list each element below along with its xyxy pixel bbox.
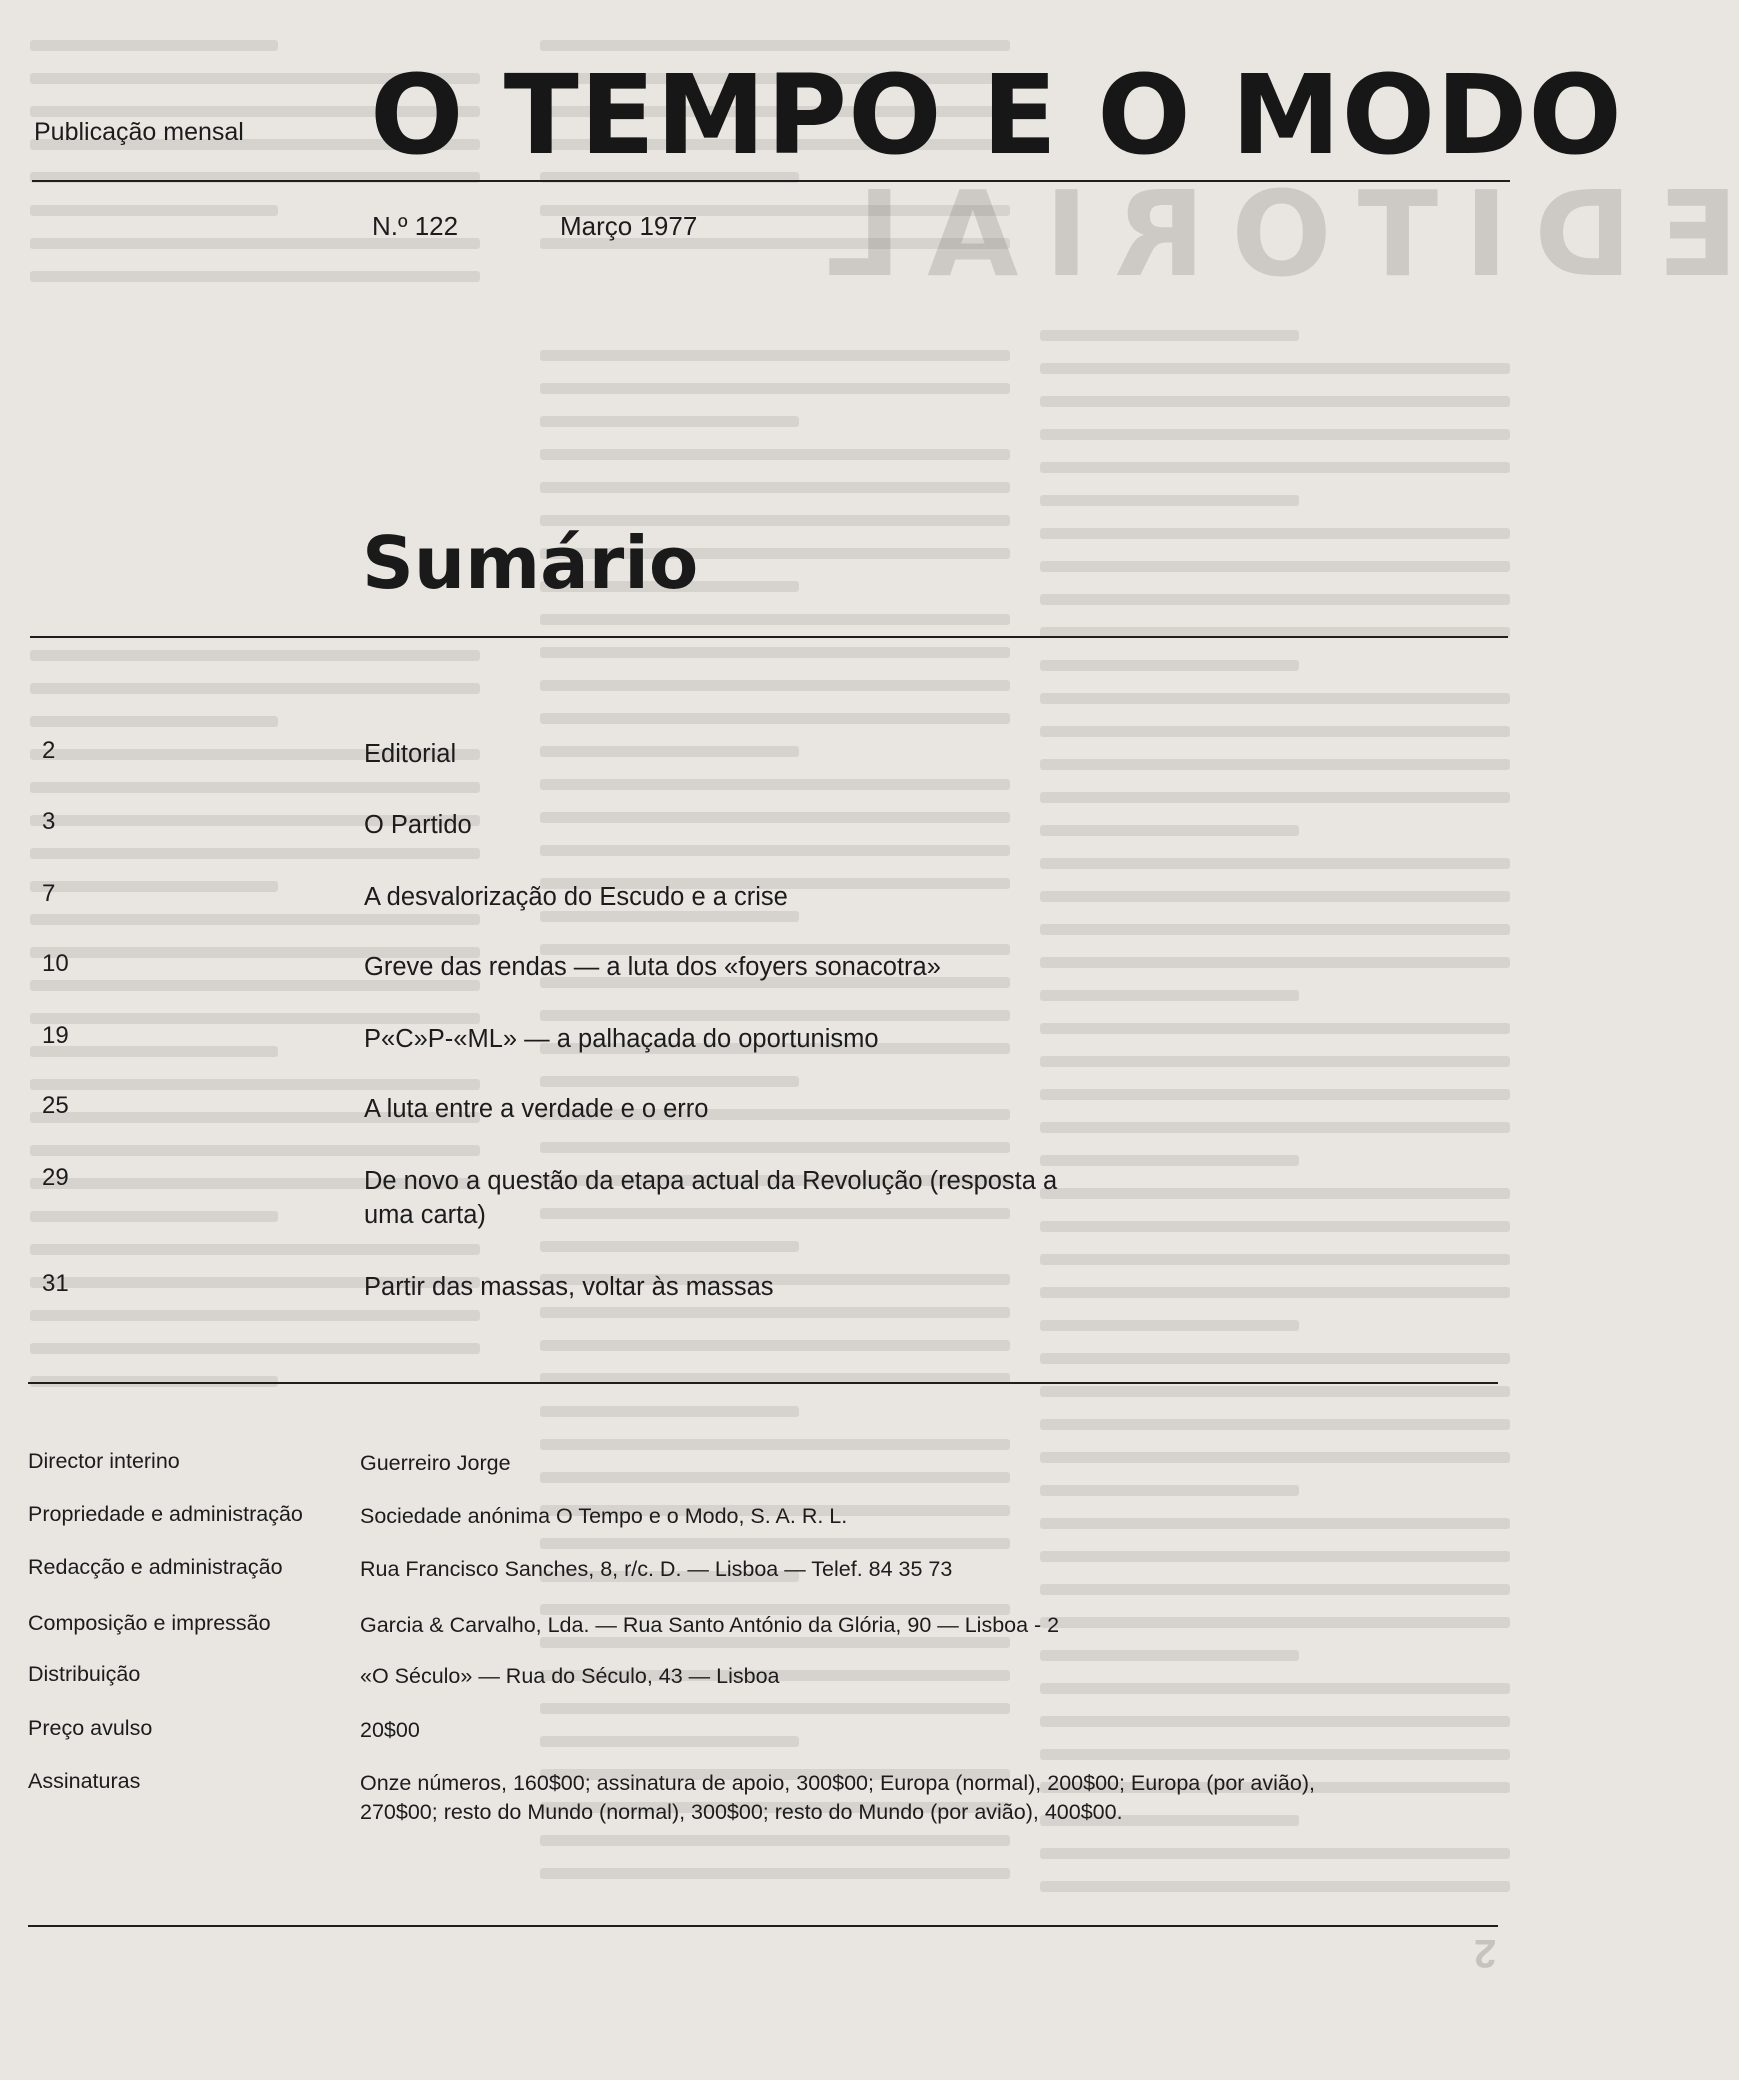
show-through-text-line (1040, 1881, 1510, 1892)
info-value-price: 20$00 (360, 1718, 420, 1742)
masthead-rule (32, 180, 1510, 182)
show-through-page-number: 2 (1474, 1931, 1497, 1975)
show-through-text-line (540, 1406, 799, 1417)
show-through-text-line (540, 614, 1010, 625)
info-label-director: Director interino (28, 1449, 180, 1473)
summary-heading: Sumário (362, 521, 699, 605)
info-label-editorial-office: Redacção e administração (28, 1555, 283, 1579)
publication-frequency-label: Publicação mensal (34, 118, 244, 146)
show-through-text-line (30, 1244, 480, 1255)
show-through-text-line (30, 881, 278, 892)
show-through-text-line (540, 482, 1010, 493)
show-through-text-line (30, 782, 480, 793)
show-through-text-line (1040, 1584, 1510, 1595)
show-through-text-line (30, 1310, 480, 1321)
show-through-text-line (540, 1538, 1010, 1549)
show-through-text-line (1040, 990, 1299, 1001)
show-through-text-line (1040, 1848, 1510, 1859)
show-through-text-line (540, 1241, 799, 1252)
show-through-text-line (540, 1340, 1010, 1351)
show-through-text-line (30, 205, 278, 216)
magazine-title: O TEMPO E O MODO (370, 51, 1623, 179)
show-through-text-line (1040, 330, 1299, 341)
info-label-distribution: Distribuição (28, 1662, 141, 1686)
show-through-text-line (1040, 429, 1510, 440)
show-through-text-line (1040, 924, 1510, 935)
toc-page-number: 10 (42, 950, 69, 977)
show-through-text-line (540, 647, 1010, 658)
info-value-distribution: «O Século» — Rua do Século, 43 — Lisboa (360, 1664, 780, 1688)
show-through-text-line (1040, 1749, 1510, 1760)
show-through-text-line (540, 1010, 1010, 1021)
show-through-text-line (540, 713, 1010, 724)
show-through-text-line (540, 416, 799, 427)
info-value-director: Guerreiro Jorge (360, 1451, 511, 1475)
show-through-text-line (1040, 1188, 1510, 1199)
toc-page-number: 7 (42, 880, 56, 907)
show-through-text-line (30, 848, 480, 859)
show-through-text-line (30, 1079, 480, 1090)
info-value-subscriptions: Onze números, 160$00; assinatura de apoio, 300$00; Europa (normal), 200$00; Europa (por avião), 270$00; resto do Mundo (normal), 300$00; resto do Mundo (por avião), 400$00. (360, 1771, 1315, 1824)
toc-page-number: 25 (42, 1092, 69, 1119)
show-through-text-line (1040, 528, 1510, 539)
toc-page-number: 19 (42, 1022, 69, 1049)
toc-title: A luta entre a verdade e o erro (364, 1095, 709, 1123)
toc-page-number: 29 (42, 1164, 69, 1191)
toc-page-number: 2 (42, 737, 56, 764)
show-through-text-line (1040, 858, 1510, 869)
footer-rule (28, 1925, 1498, 1927)
show-through-text-line (1040, 1221, 1510, 1232)
show-through-text-line (1040, 1650, 1299, 1661)
toc-title: De novo a questão da etapa actual da Revolução (resposta a uma carta) (364, 1167, 1058, 1229)
show-through-text-line (1040, 363, 1510, 374)
show-through-text-line (30, 1145, 480, 1156)
show-through-text-line (1040, 726, 1510, 737)
show-through-text-line (1040, 462, 1510, 473)
show-through-text-line (1040, 1485, 1299, 1496)
issue-date: Março 1977 (560, 211, 698, 241)
toc-title: Partir das massas, voltar às massas (364, 1273, 774, 1301)
show-through-text-line (540, 1142, 1010, 1153)
show-through-text-line (30, 683, 480, 694)
show-through-text-line (1040, 495, 1299, 506)
show-through-text-line (1040, 396, 1510, 407)
show-through-text-line (540, 680, 1010, 691)
show-through-text-line (540, 1307, 1010, 1318)
show-through-heading: EDITORIAL (800, 165, 1739, 303)
summary-bottom-rule (28, 1382, 1498, 1384)
show-through-text-line (30, 271, 480, 282)
show-through-text-line (30, 914, 480, 925)
show-through-text-line (540, 383, 1010, 394)
toc-page-number: 31 (42, 1270, 69, 1297)
show-through-text-line (1040, 660, 1299, 671)
show-through-text-line (30, 650, 480, 661)
info-label-printing: Composição e impressão (28, 1611, 271, 1635)
info-label-price: Preço avulso (28, 1716, 153, 1740)
toc-title: P«C»P-«ML» — a palhaçada do oportunismo (364, 1025, 879, 1053)
show-through-text-line (1040, 1056, 1510, 1067)
info-value-printing: Garcia & Carvalho, Lda. — Rua Santo António da Glória, 90 — Lisboa - 2 (360, 1613, 1060, 1637)
show-through-text-line (30, 716, 278, 727)
show-through-text-line (540, 1868, 1010, 1879)
toc-page-number: 3 (42, 808, 56, 835)
show-through-text-line (540, 1703, 1010, 1714)
show-through-text-line (30, 40, 278, 51)
info-label-subscriptions: Assinaturas (28, 1769, 141, 1793)
show-through-text-line (1040, 792, 1510, 803)
show-through-text-line (540, 1835, 1010, 1846)
show-through-text-line (1040, 1254, 1510, 1265)
show-through-text-line (540, 845, 1010, 856)
show-through-text-line (1040, 1353, 1510, 1364)
show-through-text-line (30, 1211, 278, 1222)
show-through-text-line (540, 1076, 799, 1087)
show-through-text-line (540, 779, 1010, 790)
show-through-text-line (30, 1343, 480, 1354)
show-through-text-line (1040, 1320, 1299, 1331)
show-through-text-line (540, 350, 1010, 361)
show-through-text-line (1040, 1386, 1510, 1397)
toc-title: O Partido (364, 811, 472, 839)
show-through-text-line (1040, 1419, 1510, 1430)
toc-title: Greve das rendas — a luta dos «foyers sonacotra» (364, 953, 941, 981)
issue-number: N.º 122 (372, 211, 459, 241)
show-through-text-line (1040, 693, 1510, 704)
show-through-text-line (1040, 594, 1510, 605)
info-value-ownership: Sociedade anónima O Tempo e o Modo, S. A. R. L. (360, 1504, 848, 1528)
show-through-text-line (1040, 561, 1510, 572)
show-through-text-line (540, 449, 1010, 460)
toc-title: Editorial (364, 740, 457, 768)
info-label-ownership: Propriedade e administração (28, 1502, 303, 1526)
toc-title: A desvalorização do Escudo e a crise (364, 883, 788, 911)
summary-top-rule (30, 636, 1508, 638)
info-value-editorial-office: Rua Francisco Sanches, 8, r/c. D. — Lisboa — Telef. 84 35 73 (360, 1557, 953, 1581)
